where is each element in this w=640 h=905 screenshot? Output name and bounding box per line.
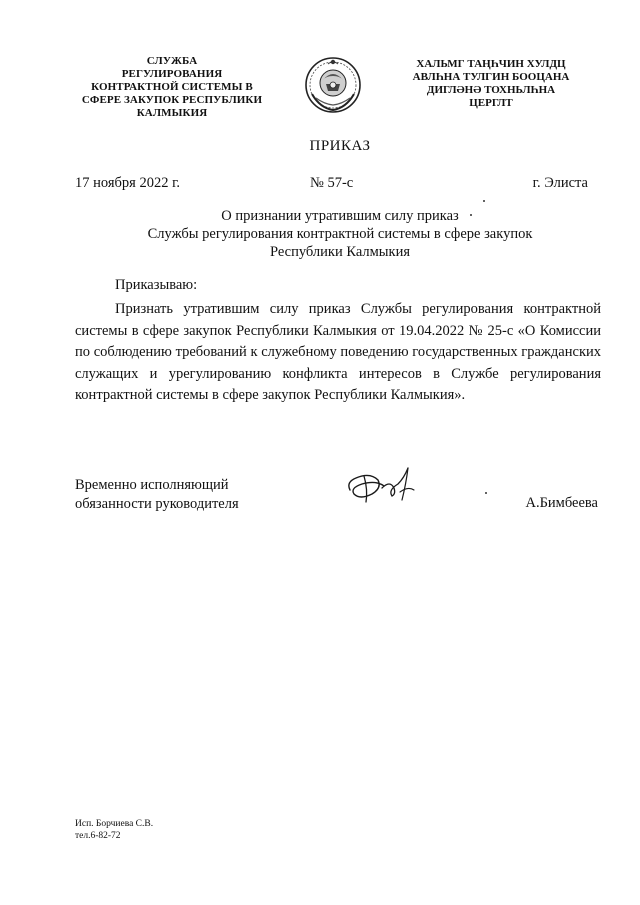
document-date: 17 ноября 2022 г.	[75, 175, 181, 191]
header-left-block	[62, 55, 282, 120]
signatory-position-line: Временно исполняющий	[75, 477, 229, 493]
handwritten-signature-icon	[342, 460, 430, 510]
order-word: Приказываю:	[115, 277, 198, 293]
header-right-line: АВЛҺНА ТУЛГИН БООЦАНА	[412, 71, 570, 83]
header-left-line: СЛУЖБА	[146, 55, 198, 67]
header-right-block	[382, 58, 600, 110]
signatory-name: А.Бимбеева	[525, 495, 598, 511]
header-right-line: ДИГЛӘНӘ ТОХНЬЛҺНА	[426, 84, 556, 96]
header-left-line: РЕГУЛИРОВАНИЯ	[121, 68, 223, 80]
document-number: № 57-с	[310, 175, 354, 191]
header-left-line: КОНТРАКТНОЙ СИСТЕМЫ В	[91, 81, 253, 93]
header-right-line: ХАЛЬМГ ТАҢҺЧИН ХУЛДЦ	[416, 58, 566, 70]
signatory-position-line: обязанности руководителя	[75, 496, 239, 512]
document-subject	[70, 207, 610, 261]
document-city: г. Элиста	[532, 175, 588, 191]
scan-speck	[483, 200, 485, 202]
executor-phone: тел.6-82-72	[75, 831, 121, 841]
executor-name: Исп. Борчиева С.В.	[75, 819, 154, 829]
scan-speck	[470, 214, 472, 216]
document-body: Признать утратившим силу приказ Службы регулирования контрактной системы в сфере закупок Республики Калмыкия от 19.04.2022 № 25-с «О Комиссии по соблюдению требований к служебному поведению государственных гражданских служащих и урегулированию конфликта интересов в Службе регулирования контрактной системы в сфере закупок Республики Калмыкия».	[75, 301, 601, 403]
scan-speck	[485, 492, 487, 494]
header-left-line: КАЛМЫКИЯ	[136, 107, 208, 119]
subject-line: О признании утратившим силу приказ	[221, 208, 459, 224]
signatory-position	[75, 476, 239, 514]
header-right-line: ЦЕРГЛТ	[469, 97, 513, 109]
document-title: ПРИКАЗ	[309, 138, 371, 154]
subject-line: Службы регулирования контрактной системы в сфере закупок	[147, 226, 533, 242]
coat-of-arms-emblem-icon	[300, 54, 366, 116]
executor-info	[75, 818, 153, 842]
header-left-line: СФЕРЕ ЗАКУПОК РЕСПУБЛИКИ	[81, 94, 263, 106]
subject-line: Республики Калмыкия	[269, 244, 411, 260]
